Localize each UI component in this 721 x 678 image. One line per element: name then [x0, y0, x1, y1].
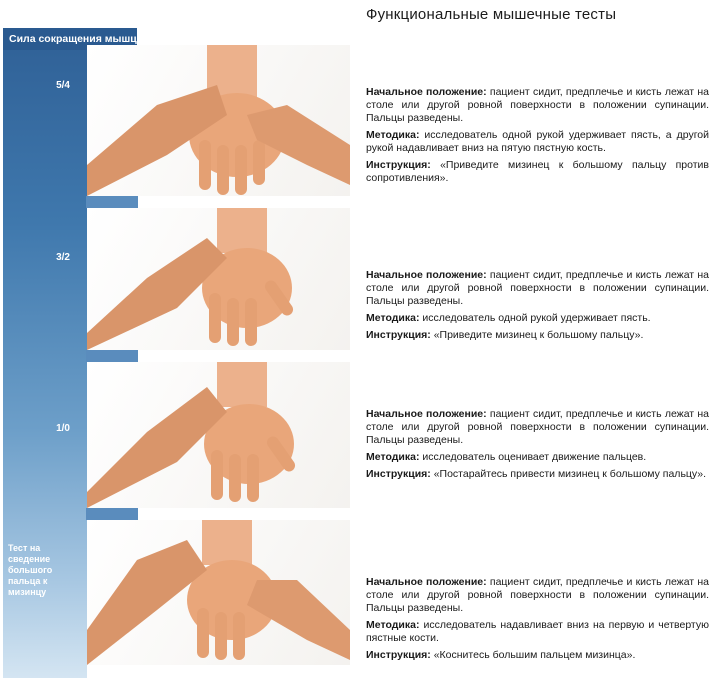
row-separator — [86, 508, 138, 520]
test-description-3 — [366, 408, 709, 485]
grade-label-1-0: 1/0 — [56, 423, 70, 434]
row-separator — [86, 350, 138, 362]
start-label: Начальное положение: — [366, 86, 487, 98]
instruction-label: Инструкция: — [366, 468, 431, 480]
opposition-test-label: Тест на сведение большого пальца к мизинцу — [8, 543, 53, 597]
test-description-2 — [366, 269, 709, 346]
photo-test-3-2 — [87, 208, 350, 350]
grade-label-5-4: 5/4 — [56, 80, 70, 91]
method-label: Методика: — [366, 619, 420, 631]
instruction-text: «Приведите мизинец к большому пальцу против сопротивления». — [366, 159, 709, 184]
test-description-4 — [366, 576, 709, 666]
start-text: пациент сидит, предплечье и кисть лежат на столе или другой ровной поверхности в положении супинации. Пальцы разведены. — [366, 408, 709, 446]
grade-label-3-2: 3/2 — [56, 252, 70, 263]
method-text: исследователь оценивает движение пальцев. — [422, 451, 647, 463]
instruction-label: Инструкция: — [366, 329, 431, 341]
method-label: Методика: — [366, 129, 420, 141]
start-text: пациент сидит, предплечье и кисть лежат на столе или другой ровной поверхности в положении супинации. Пальцы разведены. — [366, 576, 709, 614]
start-text: пациент сидит, предплечье и кисть лежат на столе или другой ровной поверхности в положении супинации. Пальцы разведены. — [366, 269, 709, 307]
photo-opposition-test — [87, 520, 350, 665]
method-text: исследователь одной рукой удерживает пясть, а другой рукой надавливает вниз на пятую пястную кость. — [366, 129, 709, 154]
instruction-text: «Постарайтесь привести мизинец к большому пальцу». — [433, 468, 707, 480]
method-label: Методика: — [366, 451, 420, 463]
row-separator — [86, 196, 138, 208]
start-label: Начальное положение: — [366, 576, 487, 588]
sidebar-header: Сила сокращения мышц — [3, 28, 137, 50]
instruction-text: «Коснитесь большим пальцем мизинца». — [433, 649, 636, 661]
page-title: Функциональные мышечные тесты — [366, 6, 617, 23]
instruction-label: Инструкция: — [366, 649, 431, 661]
method-label: Методика: — [366, 312, 420, 324]
method-text: исследователь надавливает вниз на первую и четвертую пястные кости. — [366, 619, 709, 644]
method-text: исследователь одной рукой удерживает пясть. — [422, 312, 651, 324]
start-text: пациент сидит, предплечье и кисть лежат на столе или другой ровной поверхности в положении супинации. Пальцы разведены. — [366, 86, 709, 124]
start-label: Начальное положение: — [366, 269, 487, 281]
start-label: Начальное положение: — [366, 408, 487, 420]
instruction-text: «Приведите мизинец к большому пальцу». — [433, 329, 644, 341]
instruction-label: Инструкция: — [366, 159, 431, 171]
photo-test-1-0 — [87, 362, 350, 508]
photo-test-5-4 — [87, 45, 350, 196]
test-description-1 — [366, 86, 709, 189]
